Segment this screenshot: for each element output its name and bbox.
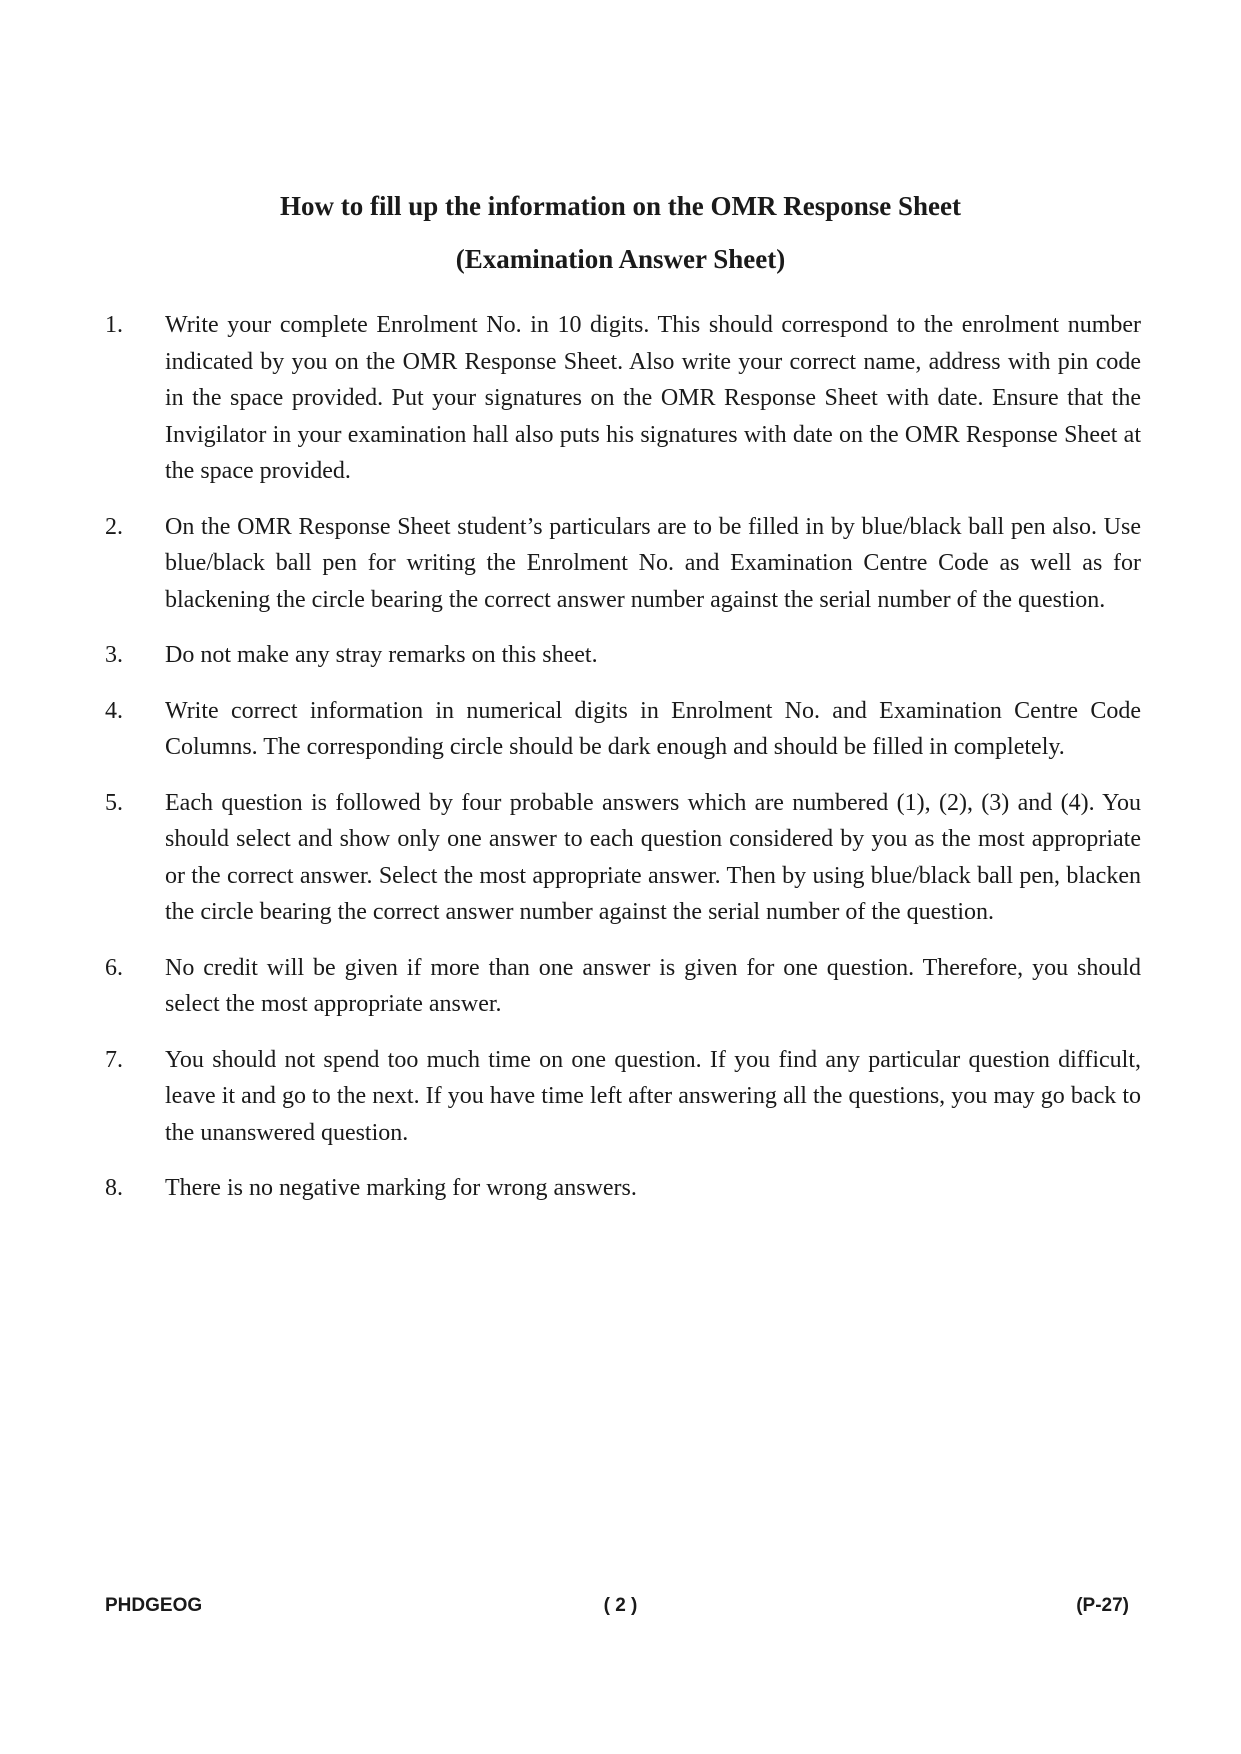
- instruction-text: There is no negative marking for wrong answers.: [165, 1175, 637, 1201]
- instruction-text: Do not make any stray remarks on this sheet.: [165, 642, 598, 668]
- instruction-number: 6.: [105, 954, 123, 981]
- instruction-number: 4.: [105, 697, 123, 724]
- instruction-item-3: [105, 637, 1141, 674]
- instruction-list: [105, 307, 1141, 1226]
- instruction-number: 2.: [105, 513, 123, 540]
- page-subtitle: (Examination Answer Sheet): [455, 244, 786, 274]
- instruction-text: Write correct information in numerical digits in Enrolment No. and Examination Centre Code Columns. The corresponding circle should be dark enough and should be filled in completely.: [165, 697, 1141, 760]
- instruction-text: Each question is followed by four probable answers which are numbered (1), (2), (3) and (4). You should select and show only one answer to each question considered by you as the most appropriate or the correct answer. Select the most appropriate answer. Then by using blue/black ball pen, blacken the circle bearing the correct answer number against the serial number of the question.: [165, 789, 1141, 925]
- instruction-item-1: [105, 307, 1141, 490]
- instruction-item-5: [105, 785, 1141, 931]
- instruction-text: Write your complete Enrolment No. in 10 digits. This should correspond to the enrolment number indicated by you on the OMR Response Sheet. Also write your correct name, address with pin code in the space provided. Put your signatures on the OMR Response Sheet with date. Ensure that the Invigilator in your examination hall also puts his signatures with date on the OMR Response Sheet at the space provided.: [165, 312, 1141, 484]
- instruction-text: You should not spend too much time on one question. If you find any particular question difficult, leave it and go to the next. If you have time left after answering all the questions, you may go back to the unanswered question.: [165, 1046, 1141, 1146]
- footer-course-code: PHDGEOG: [105, 1595, 203, 1616]
- instruction-text: No credit will be given if more than one answer is given for one question. Therefore, you should select the most appropriate answer.: [165, 954, 1141, 1017]
- instruction-item-8: [105, 1170, 1141, 1207]
- instruction-number: 5.: [105, 789, 123, 816]
- instruction-text: On the OMR Response Sheet student’s particulars are to be filled in by blue/black ball pen also. Use blue/black ball pen for writing the Enrolment No. and Examination Centre Code as well as for blackening the circle bearing the correct answer number against the serial number of the question.: [165, 513, 1141, 613]
- instruction-item-7: [105, 1042, 1141, 1152]
- instruction-item-6: [105, 950, 1141, 1023]
- instruction-number: 7.: [105, 1046, 123, 1073]
- footer-page-number: ( 2 ): [603, 1595, 638, 1616]
- instruction-item-4: [105, 693, 1141, 766]
- page-title: How to fill up the information on the OMR Response Sheet: [280, 191, 961, 221]
- instruction-item-2: [105, 509, 1141, 619]
- instruction-number: 8.: [105, 1175, 123, 1201]
- instruction-number: 3.: [105, 642, 123, 668]
- instruction-number: 1.: [105, 312, 123, 338]
- footer-paper-ref: (P-27): [1076, 1595, 1129, 1616]
